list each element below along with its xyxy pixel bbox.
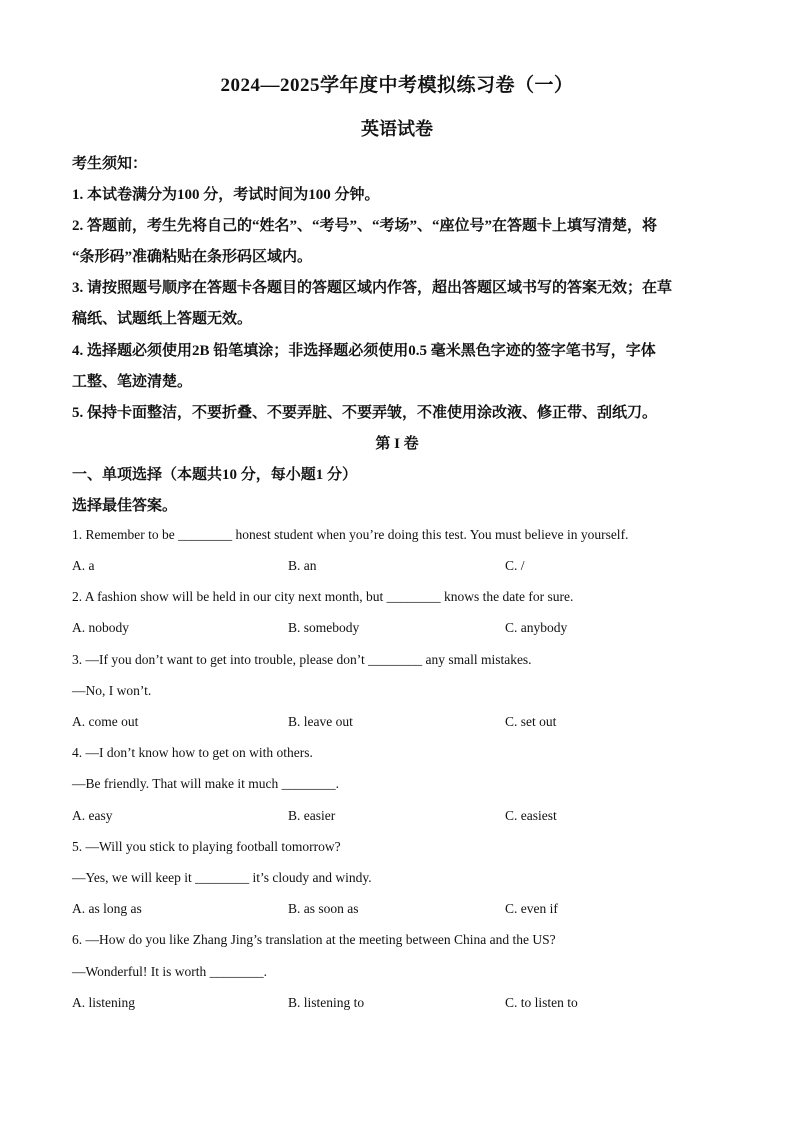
question-stem: 3. —If you don’t want to get into trouble, please don’t ________ any small mistakes. (72, 652, 532, 667)
notice-heading: 考生须知： (72, 156, 148, 172)
notice-line: 1. 本试卷满分为100 分，考试时间为100 分钟。 (72, 187, 380, 203)
question-reply: —Be friendly. That will make it much ________. (72, 776, 339, 791)
option-c: C. / (505, 558, 525, 573)
question-stem: 5. —Will you stick to playing football tomorrow? (72, 839, 341, 854)
option-b: B. somebody (288, 620, 360, 635)
page-subtitle: 英语试卷 (361, 119, 433, 139)
option-a: A. nobody (72, 620, 129, 635)
part-instruction: 选择最佳答案。 (72, 498, 178, 514)
notice-line: 工整、笔迹清楚。 (72, 374, 193, 390)
option-b: B. an (288, 558, 317, 573)
notice-line: 2. 答题前，考生先将自己的“姓名”、“考号”、“考场”、“座位号”在答题卡上填写清楚，将 (72, 218, 658, 234)
option-c: C. anybody (505, 620, 568, 635)
notice-line: “条形码”准确粘贴在条形码区域内。 (72, 249, 313, 265)
option-c: C. to listen to (505, 995, 578, 1010)
question-reply: —Wonderful! It is worth ________. (72, 964, 268, 979)
part-title: 一、单项选择（本题共10 分，每小题1 分） (72, 467, 358, 483)
option-a: A. easy (72, 808, 113, 823)
option-b: B. leave out (288, 714, 353, 729)
question-stem: 1. Remember to be ________ honest student when you’re doing this test. You must believe in yourself. (72, 527, 629, 542)
option-a: A. listening (72, 995, 135, 1010)
option-a: A. a (72, 558, 95, 573)
option-c: C. even if (505, 901, 558, 916)
volume-heading: 第 I 卷 (375, 436, 419, 452)
question-stem: 4. —I don’t know how to get on with others. (72, 745, 313, 760)
notice-line: 4. 选择题必须使用2B 铅笔填涂；非选择题必须使用0.5 毫米黑色字迹的签字笔书写，字体 (72, 343, 656, 359)
option-b: B. listening to (288, 995, 365, 1010)
question-stem: 2. A fashion show will be held in our city next month, but ________ knows the date for sure. (72, 589, 574, 604)
option-a: A. as long as (72, 901, 142, 916)
notice-line: 5. 保持卡面整洁，不要折叠、不要弄脏、不要弄皱，不准使用涂改液、修正带、刮纸刀。 (72, 405, 658, 421)
option-c: C. easiest (505, 808, 557, 823)
option-b: B. as soon as (288, 901, 359, 916)
question-stem: 6. —How do you like Zhang Jing’s translation at the meeting between China and the US? (72, 932, 556, 947)
question-reply: —Yes, we will keep it ________ it’s cloudy and windy. (72, 870, 372, 885)
notice-line: 3. 请按照题号顺序在答题卡各题目的答题区域内作答，超出答题区域书写的答案无效；在草 (72, 280, 673, 296)
question-reply: —No, I won’t. (72, 683, 152, 698)
notice-line: 稿纸、试题纸上答题无效。 (72, 311, 253, 327)
page-title: 2024—2025学年度中考模拟练习卷（一） (220, 75, 574, 96)
option-b: B. easier (288, 808, 336, 823)
option-c: C. set out (505, 714, 557, 729)
option-a: A. come out (72, 714, 139, 729)
